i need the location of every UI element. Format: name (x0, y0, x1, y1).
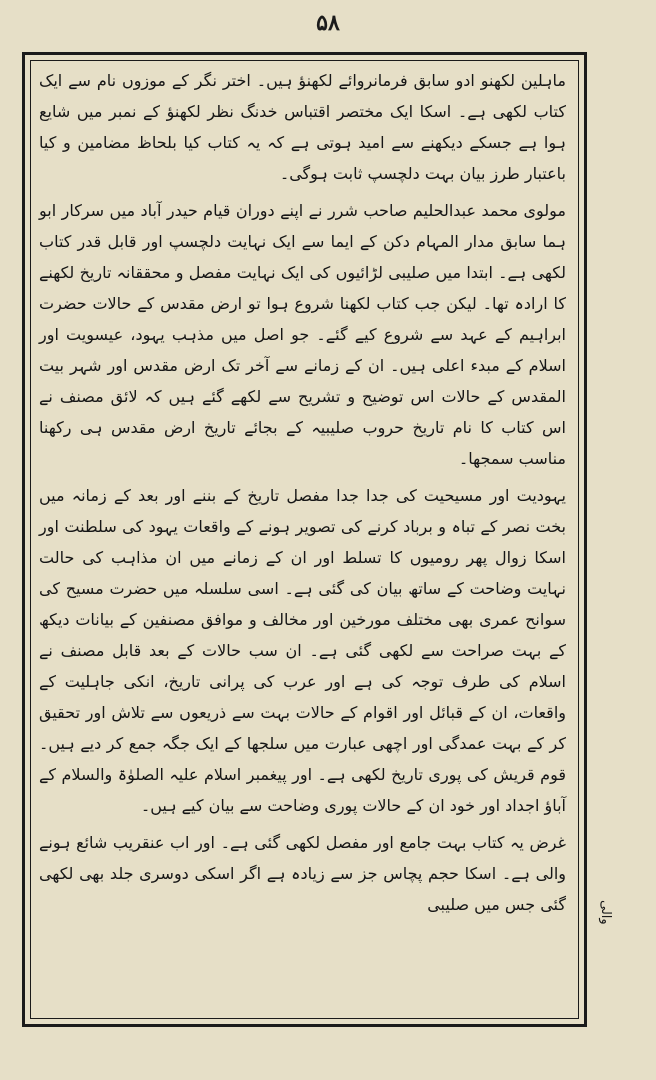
margin-note: والی (598, 900, 613, 925)
page-number: ۵۸ (316, 10, 340, 36)
paragraph-2: مولوی محمد عبدالحلیم صاحب شرر نے اپنے دوران قیام حیدر آباد میں سرکار ابو ہما سابق مدار المہام دکن کے ایما سے ایک نہایت دلچسپ اور قابل قدر کتاب لکھی ہے۔ ابتدا میں صلیبی لڑائیوں کی ایک نہایت مفصل و محققانہ تاریخ لکھنے کا ارادہ تھا۔ لیکن جب کتاب لکھنا شروع ہوا تو ارض مقدس کے حالات حضرت ابراہیم کے عہد سے شروع کیے گئے۔ جو اصل میں مذہب یہود، عیسویت اور اسلام کے مبدء اعلی ہیں۔ ان کے زمانے سے آخر تک ارض مقدس اور شہر بیت المقدس کے حالات اس توضیح و تشریح سے لکھے گئے ہیں کہ لائق مصنف نے اس کتاب کا نام تاریخ حروب صلیبیہ کے بجائے تاریخ ارض مقدس ہی رکھنا مناسب سمجھا۔ (39, 201, 566, 468)
text-frame (22, 52, 587, 1027)
urdu-text-body (39, 65, 566, 926)
paragraph-1: ماہلین لکھنو ادو سابق فرمانروائے لکھنؤ ہیں۔ اختر نگر کے موزوں نام سے ایک کتاب لکھی ہے۔ اسکا ایک مختصر اقتباس خدنگ نظر لکھنؤ کے نمبر میں شایع ہوا ہے جسکے دیکھنے سے امید ہوتی ہے کہ یہ کتاب کیا بلحاظ مضامین و کیا باعتبار طرز بیان بہت دلچسپ ثابت ہوگی۔ (39, 71, 566, 183)
paragraph-4: غرض یہ کتاب بہت جامع اور مفصل لکھی گئی ہے۔ اور اب عنقریب شائع ہونے والی ہے۔ اسکا حجم پچاس جز سے زیادہ ہے اگر اسکی دوسری جلد بھی لکھی گئی جس میں صلیبی (39, 833, 566, 914)
paragraph-3: یہودیت اور مسیحیت کی جدا جدا مفصل تاریخ کے بننے اور بعد کے زمانہ میں بخت نصر کے تباہ و برباد کرنے کی تصویر ہونے کے واقعات یہود کی سلطنت اور اسکا زوال پھر رومیوں کا تسلط اور ان کے زمانے میں ان مذاہب کی حالت نہایت وضاحت کے ساتھ بیان کی گئی ہے۔ اسی سلسلہ میں حضرت مسیح کی سوانح عمری بھی مختلف مورخین اور مخالف و موافق مصنفین کے بیانات دیکھ کے بہت صراحت سے لکھی گئی ہے۔ ان سب حالات کے بعد قابل مصنف نے اسلام کی طرف توجہ کی ہے اور عرب کی پرانی تاریخ، انکی جاہلیت کے واقعات، ان کے قبائل اور اقوام کے حالات بہت سے ذریعوں سے تلاش اور تحقیق کر کے بہت عمدگی اور اچھی عبارت میں سلجھا کے ایک جگہ جمع کر دیے ہیں۔ قوم قریش کی پوری تاریخ لکھی ہے۔ اور پیغمبر اسلام علیہ الصلوٰۃ والسلام کے آباؤ اجداد اور خود ان کے حالات پوری وضاحت سے بیان کیے ہیں۔ (39, 486, 566, 815)
